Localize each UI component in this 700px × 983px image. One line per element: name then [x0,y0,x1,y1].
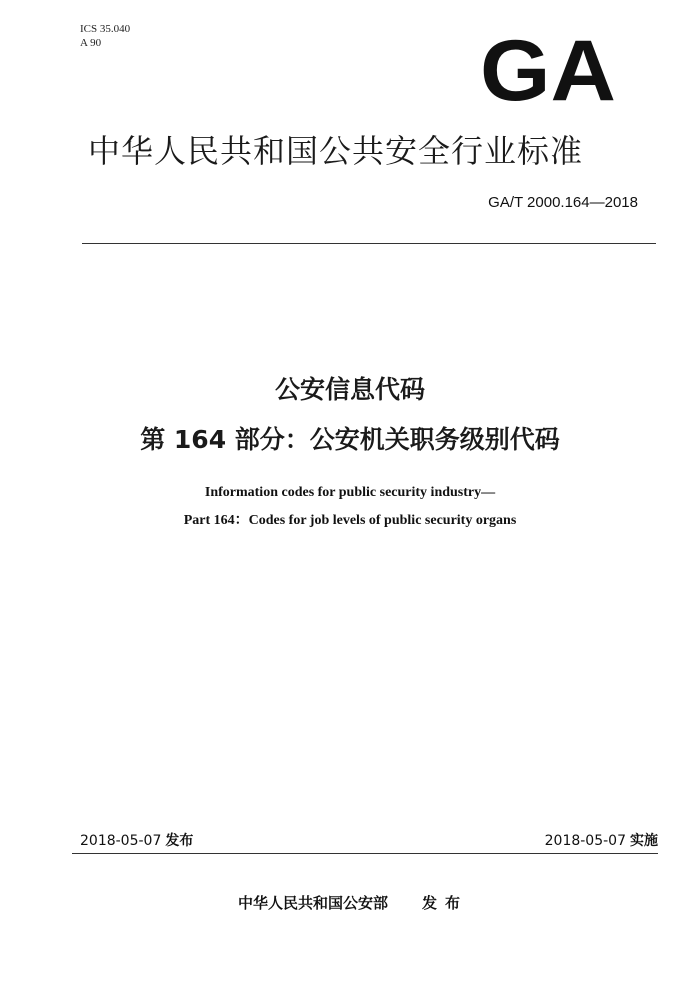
classification-codes [80,22,130,50]
ccs-code: A 90 [80,37,102,49]
title-zh-line1: 公安信息代码 [274,375,425,404]
title-en-line2: Part 164：Codes for job levels of public security organs [183,513,517,528]
header-divider [82,243,656,244]
ga-logo-graphic [478,36,618,102]
issuer-name: 中华人民共和国公安部 [238,894,389,912]
issue-date-block [80,830,193,850]
issue-date: 2018-05-07 [80,833,162,849]
ga-logo [478,36,618,106]
implementation-date-block [545,830,658,850]
title-zh-line2: 第 164 部分：公安机关职务级别代码 [140,425,560,454]
issuer-verb: 发布 [422,894,469,912]
ics-code: ICS 35.040 [80,23,131,35]
implementation-label: 实施 [630,833,658,849]
issuer-line [238,892,468,913]
issue-label: 发布 [165,833,194,849]
title-en-line1: Information codes for public security industry— [204,485,496,500]
standard-type-title: 中华人民共和国公共安全行业标准 [88,132,584,170]
standard-code: GA/T 2000.164—2018 [488,194,638,211]
implementation-date: 2018-05-07 [544,833,626,849]
ga-logo-text: GA [480,36,616,102]
footer-divider [72,853,658,854]
